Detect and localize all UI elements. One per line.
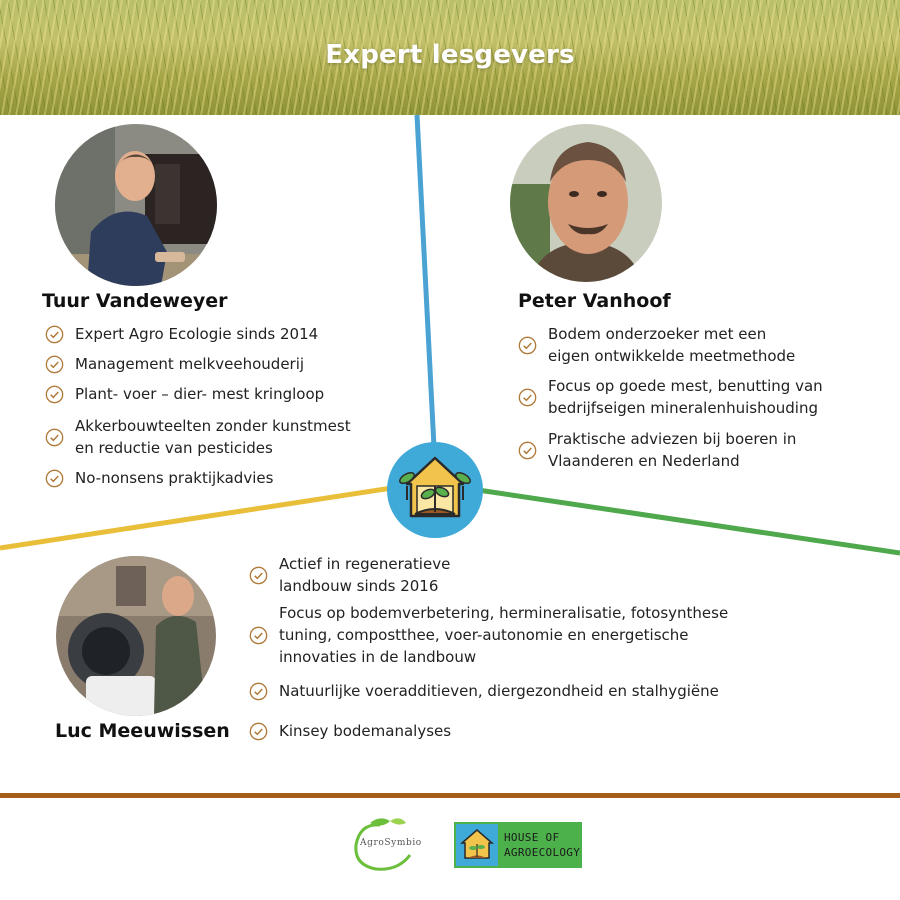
list-item: Actief in regeneratieve landbouw sinds 2016 (249, 553, 450, 597)
check-circle-icon (249, 626, 268, 645)
avatar-peter-vanhoof (510, 124, 662, 282)
check-circle-icon (45, 428, 64, 447)
footer-divider (0, 793, 900, 798)
list-item: Natuurlijke voeradditieven, diergezondheid en stalhygiëne (249, 680, 719, 702)
check-circle-icon (45, 355, 64, 374)
page-title: Expert lesgevers (325, 40, 575, 70)
list-item: Focus op bodemverbetering, hermineralisatie, fotosynthese tuning, compostthee, voer-autonomie en energetische innovaties in de landbouw (249, 602, 728, 668)
house-plant-icon (387, 442, 483, 538)
list-item: No-nonsens praktijkadvies (45, 467, 273, 489)
house-of-agroecology-logo: HOUSE OF AGROECOLOGY (454, 822, 582, 868)
check-circle-icon (518, 388, 537, 407)
avatar-tuur-vandeweyer (55, 124, 217, 286)
check-circle-icon (249, 722, 268, 741)
list-item: Kinsey bodemanalyses (249, 720, 451, 742)
list-item: Praktische adviezen bij boeren in Vlaanderen en Nederland (518, 428, 796, 472)
list-item: Expert Agro Ecologie sinds 2014 (45, 323, 318, 345)
check-circle-icon (518, 441, 537, 460)
house-plant-icon (456, 824, 498, 866)
avatar-luc-meeuwissen (56, 556, 216, 716)
check-circle-icon (249, 566, 268, 585)
list-item: Focus op goede mest, benutting van bedrijfseigen mineralenhuishouding (518, 375, 823, 419)
list-item: Akkerbouwteelten zonder kunstmest en reductie van pesticides (45, 415, 351, 459)
expert-name: Tuur Vandeweyer (42, 290, 228, 312)
check-circle-icon (45, 325, 64, 344)
check-circle-icon (45, 385, 64, 404)
agrosymbio-logo-text: AgroSymbio (360, 838, 422, 848)
list-item: Management melkveehouderij (45, 353, 304, 375)
check-circle-icon (518, 336, 537, 355)
list-item: Plant- voer – dier- mest kringloop (45, 383, 324, 405)
expert-name: Peter Vanhoof (518, 290, 671, 312)
expert-name: Luc Meeuwissen (55, 720, 230, 742)
check-circle-icon (45, 469, 64, 488)
check-circle-icon (249, 682, 268, 701)
list-item: Bodem onderzoeker met een eigen ontwikkelde meetmethode (518, 323, 795, 367)
